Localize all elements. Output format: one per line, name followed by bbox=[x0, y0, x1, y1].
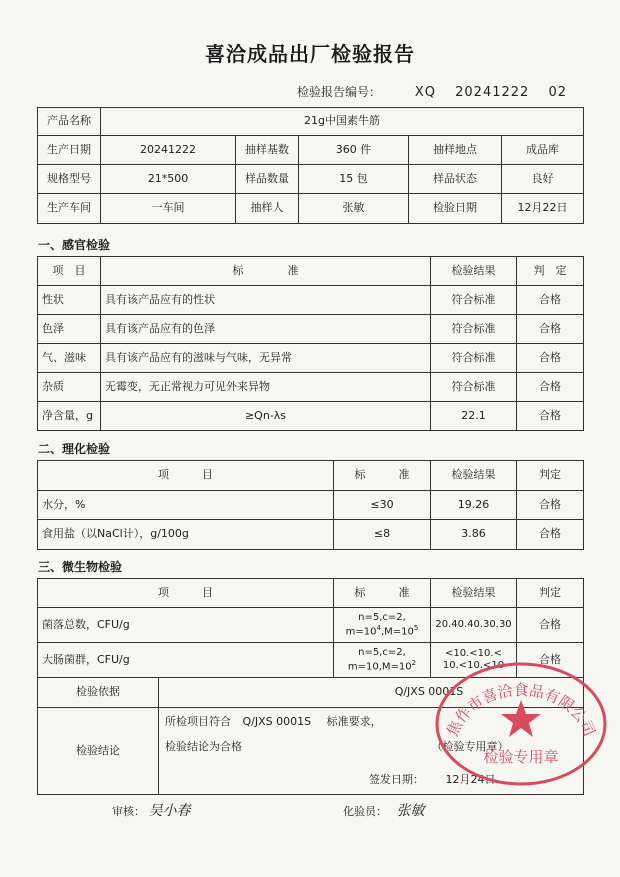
sensory-standard: 无霉变，无正常视力可见外来异物 bbox=[101, 373, 431, 402]
micro-standard bbox=[334, 643, 431, 678]
sample-state-label: 样品状态 bbox=[409, 165, 502, 194]
conclusion-line1c: 标准要求， bbox=[326, 715, 382, 728]
conclusion-line2: 检验结论为合格 bbox=[165, 739, 242, 753]
inspector-label: 化验员： bbox=[343, 805, 387, 818]
micro-header-verdict: 判定 bbox=[517, 579, 584, 608]
reviewer-label: 审核： bbox=[112, 805, 145, 818]
sensory-header-verdict: 判 定 bbox=[517, 257, 584, 286]
sensory-verdict: 合格 bbox=[517, 402, 584, 431]
table-row bbox=[38, 402, 584, 431]
sensory-result: 22.1 bbox=[431, 402, 517, 431]
sensory-item: 净含量，g bbox=[38, 402, 101, 431]
sensory-verdict: 合格 bbox=[517, 344, 584, 373]
sensory-verdict: 合格 bbox=[517, 286, 584, 315]
test-date: 12月22日 bbox=[502, 194, 584, 224]
issue-date-label: 签发日期： bbox=[369, 773, 424, 786]
conclusion-line1a: 所检项目符合 bbox=[165, 715, 231, 728]
workshop: 一车间 bbox=[101, 194, 236, 224]
physchem-header-result: 检验结果 bbox=[431, 461, 517, 491]
sensory-result: 符合标准 bbox=[431, 315, 517, 344]
workshop-label: 生产车间 bbox=[38, 194, 101, 224]
table-row bbox=[38, 491, 584, 520]
sensory-header-item: 项 目 bbox=[38, 257, 101, 286]
table-row bbox=[38, 373, 584, 402]
basis-label: 检验依据 bbox=[38, 678, 159, 708]
inspector-signature bbox=[343, 800, 425, 820]
report-number-seq: 02 bbox=[548, 85, 567, 100]
conclusion-label: 检验结论 bbox=[38, 708, 159, 795]
sensory-standard: 具有该产品应有的性状 bbox=[101, 286, 431, 315]
sensory-item: 杂质 bbox=[38, 373, 101, 402]
reviewer-signature bbox=[112, 800, 191, 820]
reviewer-name: 吴小春 bbox=[148, 803, 191, 819]
test-date-label: 检验日期 bbox=[409, 194, 502, 224]
physchem-result: 3.86 bbox=[431, 520, 517, 550]
sample-qty-label: 样品数量 bbox=[236, 165, 299, 194]
report-number-label: 检验报告编号： bbox=[297, 85, 382, 99]
sensory-verdict: 合格 bbox=[517, 373, 584, 402]
physchem-standard: ≤8 bbox=[334, 520, 431, 550]
sensory-table bbox=[37, 256, 584, 431]
sample-qty: 15 包 bbox=[299, 165, 409, 194]
table-row bbox=[38, 286, 584, 315]
physchem-header-item: 项 目 bbox=[38, 461, 334, 491]
company-seal bbox=[433, 658, 609, 788]
sensory-header-standard: 标 准 bbox=[101, 257, 431, 286]
sensory-item: 气、滋味 bbox=[38, 344, 101, 373]
product-name-label: 产品名称 bbox=[38, 108, 101, 136]
micro-heading: 三、微生物检验 bbox=[38, 560, 123, 574]
physchem-verdict: 合格 bbox=[517, 491, 584, 520]
micro-verdict: 合格 bbox=[517, 608, 584, 643]
sample-base-label: 抽样基数 bbox=[236, 136, 299, 165]
product-name: 21g中国素牛筋 bbox=[101, 108, 584, 136]
sample-place: 成品库 bbox=[502, 136, 584, 165]
physchem-table-body bbox=[37, 460, 584, 550]
table-row bbox=[38, 315, 584, 344]
inspector-name: 张敏 bbox=[396, 803, 425, 819]
basis-value: Q/JXS 0001S bbox=[159, 678, 584, 708]
sample-place-label: 抽样地点 bbox=[409, 136, 502, 165]
micro-result: <10.<10.< 10.<10.<10 bbox=[431, 643, 517, 678]
physchem-header-verdict: 判定 bbox=[517, 461, 584, 491]
micro-standard bbox=[334, 608, 431, 643]
physchem-item: 水分，% bbox=[38, 491, 334, 520]
physchem-heading: 二、理化检验 bbox=[38, 442, 111, 456]
sensory-standard: ≥Qn-λs bbox=[101, 402, 431, 431]
table-row bbox=[38, 344, 584, 373]
micro-standard-line1: n=5,c=2, bbox=[358, 611, 406, 623]
sensory-result: 符合标准 bbox=[431, 286, 517, 315]
sensory-header-result: 检验结果 bbox=[431, 257, 517, 286]
report-number-date: 20241222 bbox=[455, 85, 530, 100]
sensory-verdict: 合格 bbox=[517, 315, 584, 344]
stamp-note: （检验专用章） bbox=[431, 739, 509, 753]
physchem-header-standard: 标 准 bbox=[334, 461, 431, 491]
sampler: 张敏 bbox=[299, 194, 409, 224]
spec-label: 规格型号 bbox=[38, 165, 101, 194]
sensory-heading: 一、感官检验 bbox=[38, 238, 111, 252]
micro-standard-line2: $m=10,M=10^2$ bbox=[347, 658, 417, 673]
sensory-item: 性状 bbox=[38, 286, 101, 315]
sensory-result: 符合标准 bbox=[431, 344, 517, 373]
physchem-item: 食用盐（以NaCl计），g/100g bbox=[38, 520, 334, 550]
table-row bbox=[38, 520, 584, 550]
sample-base: 360 件 bbox=[299, 136, 409, 165]
prod-date: 20241222 bbox=[101, 136, 236, 165]
seal-bottom-text: 检验专用章 bbox=[483, 748, 559, 766]
sensory-item: 色泽 bbox=[38, 315, 101, 344]
micro-result: 20.40.40.30.30 bbox=[431, 608, 517, 643]
micro-header-item: 项 目 bbox=[38, 579, 334, 608]
micro-header-standard: 标 准 bbox=[334, 579, 431, 608]
star-icon bbox=[501, 700, 541, 737]
micro-item: 菌落总数，CFU/g bbox=[38, 608, 334, 643]
sensory-standard: 具有该产品应有的色泽 bbox=[101, 315, 431, 344]
report-number-prefix: XQ bbox=[414, 85, 436, 100]
micro-item: 大肠菌群，CFU/g bbox=[38, 643, 334, 678]
spec: 21*500 bbox=[101, 165, 236, 194]
info-table bbox=[37, 107, 584, 224]
page-title: 喜洽成品出厂检验报告 bbox=[205, 42, 415, 66]
sample-state: 良好 bbox=[502, 165, 584, 194]
issue-date: 12月24日 bbox=[445, 773, 496, 786]
micro-header-result: 检验结果 bbox=[431, 579, 517, 608]
physchem-verdict: 合格 bbox=[517, 520, 584, 550]
prod-date-label: 生产日期 bbox=[38, 136, 101, 165]
sampler-label: 抽样人 bbox=[236, 194, 299, 224]
physchem-standard: ≤30 bbox=[334, 491, 431, 520]
micro-standard-line2: $m=10^4,M=10^5$ bbox=[345, 623, 419, 638]
sensory-result: 符合标准 bbox=[431, 373, 517, 402]
conclusion-line1b: Q/JXS 0001S bbox=[242, 715, 312, 728]
seal-top-text: 焦作市喜洽食品有限公司 bbox=[443, 681, 599, 740]
physchem-result: 19.26 bbox=[431, 491, 517, 520]
table-row bbox=[38, 608, 584, 643]
micro-standard-line1: n=5,c=2, bbox=[358, 646, 406, 658]
micro-verdict: 合格 bbox=[517, 643, 584, 678]
report-number bbox=[297, 83, 581, 100]
sensory-standard: 具有该产品应有的滋味与气味，无异常 bbox=[101, 344, 431, 373]
